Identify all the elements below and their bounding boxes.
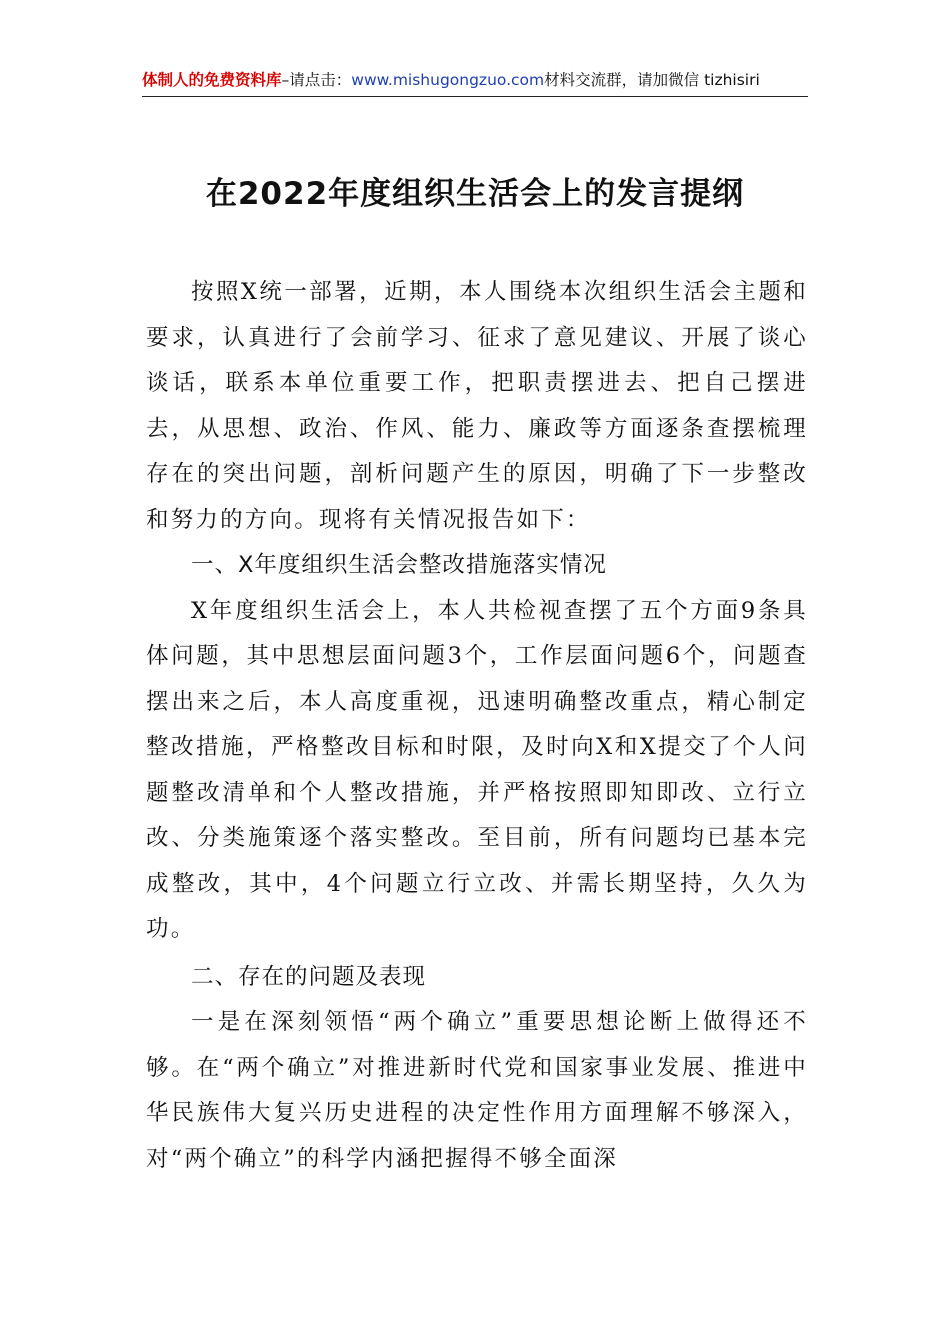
contact-text: 材料交流群，请加微信 tizhisiri: [544, 71, 760, 89]
section-2-paragraph: 一是在深刻领悟“两个确立”重要思想论断上做得还不够。在“两个确立”对推进新时代党和国家事业发展、推进中华民族伟大复兴历史进程的决定性作用方面理解不够深入，对“两个确立”的科学内涵把握得不够全面深: [146, 1009, 808, 1172]
page-header: [142, 66, 808, 97]
section-1-heading: 一、X年度组织生活会整改措施落实情况: [191, 552, 607, 578]
section-2-heading: 二、存在的问题及表现: [191, 963, 427, 990]
document-body: [146, 270, 808, 1182]
library-name: 体制人的免费资料库: [142, 71, 282, 89]
intro-paragraph: 按照X统一部署，近期，本人围绕本次组织生活会主题和要求，认真进行了会前学习、征求了意见建议、开展了谈心谈话，联系本单位重要工作，把职责摆进去、把自己摆进去，从思想、政治、作风、能力、廉政等方面逐条查摆梳理存在的突出问题，剖析问题产生的原因，明确了下一步整改和努力的方向。现将有关情况报告如下：: [146, 279, 808, 533]
document-title: 在2022年度组织生活会上的发言提纲: [205, 176, 745, 212]
click-prompt: –请点击：: [281, 71, 352, 89]
section-1-paragraph: X年度组织生活会上，本人共检视查摆了五个方面9条具体问题，其中思想层面问题3个，工作层面问题6个，问题查摆出来之后，本人高度重视，迅速明确整改重点，精心制定整改措施，严格整改目标和时限，及时向X和X提交了个人问题整改清单和个人整改措施，并严格按照即知即改、立行立改、分类施策逐个落实整改。至目前，所有问题均已基本完成整改，其中，4个问题立行立改、并需长期坚持，久久为功。: [146, 597, 808, 942]
website-link[interactable]: www.mishugongzuo.com: [351, 71, 545, 89]
